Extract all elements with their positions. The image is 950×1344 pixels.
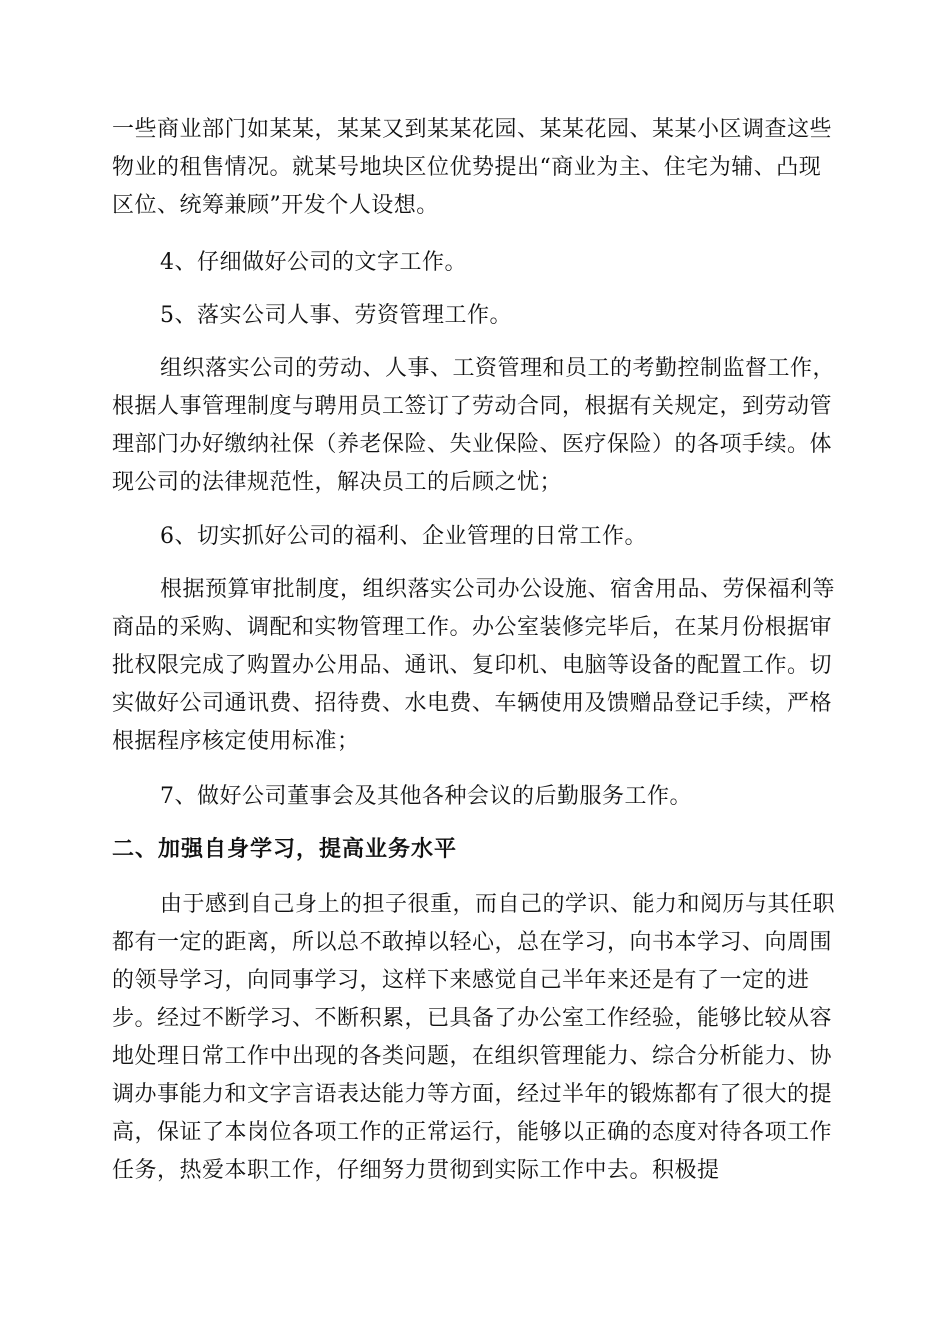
text-line: 组织落实公司的劳动、人事、工资管理和员工的考勤控制监督工作，: [160, 356, 836, 381]
text-line: 步。经过不断学习、不断积累，已具备了办公室工作经验，能够比较从容: [112, 1006, 833, 1031]
text-line: 实做好公司通讯费、招待费、水电费、车辆使用及馈赠品登记手续，严格: [112, 691, 833, 716]
paragraph-self-study: [112, 886, 842, 1190]
text-line: 的领导学习，向同事学习，这样下来感觉自己半年来还是有了一定的进: [112, 968, 810, 993]
text-line: 7、做好公司董事会及其他各种会议的后勤服务工作。: [160, 784, 692, 809]
text-line: 商品的采购、调配和实物管理工作。办公室装修完毕后，在某月份根据审: [112, 615, 833, 640]
paragraph-procurement: [112, 571, 842, 761]
list-item-4: [112, 244, 842, 282]
text-line: 理部门办好缴纳社保（养老保险、失业保险、医疗保险）的各项手续。体: [112, 432, 833, 457]
list-item-7: [112, 778, 842, 816]
text-line: 由于感到自己身上的担子很重，而自己的学识、能力和阅历与其任职: [160, 892, 836, 917]
list-item-5: [112, 297, 842, 335]
text-line: 5、落实公司人事、劳资管理工作。: [160, 303, 512, 328]
text-line: 都有一定的距离，所以总不敢掉以轻心，总在学习，向书本学习、向周围: [112, 930, 833, 955]
text-line: 任务，热爱本职工作，仔细努力贯彻到实际工作中去。积极提: [112, 1158, 720, 1183]
text-line: 区位、统筹兼顾”开发个人设想。: [112, 193, 439, 218]
text-line: 批权限完成了购置办公用品、通讯、复印机、电脑等设备的配置工作。切: [112, 653, 833, 678]
text-line: 物业的租售情况。就某号地块区位优势提出“商业为主、住宅为辅、凸现: [112, 155, 822, 180]
paragraph-market-survey: [112, 111, 842, 225]
text-line: 6、切实抓好公司的福利、企业管理的日常工作。: [160, 524, 647, 549]
list-item-6: [112, 518, 842, 556]
text-line: 一些商业部门如某某，某某又到某某花园、某某花园、某某小区调查这些: [112, 117, 833, 142]
section-heading: 二、加强自身学习，提高业务水平: [112, 837, 458, 862]
text-line: 现公司的法律规范性，解决员工的后顾之忧；: [112, 470, 563, 495]
text-line: 根据程序核定使用标准；: [112, 729, 360, 754]
text-line: 高，保证了本岗位各项工作的正常运行，能够以正确的态度对待各项工作: [112, 1120, 833, 1145]
text-line: 调办事能力和文字言语表达能力等方面，经过半年的锻炼都有了很大的提: [112, 1082, 833, 1107]
text-line: 4、仔细做好公司的文字工作。: [160, 250, 467, 275]
paragraph-personnel: [112, 350, 842, 502]
text-line: 根据预算审批制度，组织落实公司办公设施、宿舍用品、劳保福利等: [160, 577, 836, 602]
text-line: 根据人事管理制度与聘用员工签订了劳动合同，根据有关规定，到劳动管: [112, 394, 833, 419]
text-line: 地处理日常工作中出现的各类问题，在组织管理能力、综合分析能力、协: [112, 1044, 833, 1069]
